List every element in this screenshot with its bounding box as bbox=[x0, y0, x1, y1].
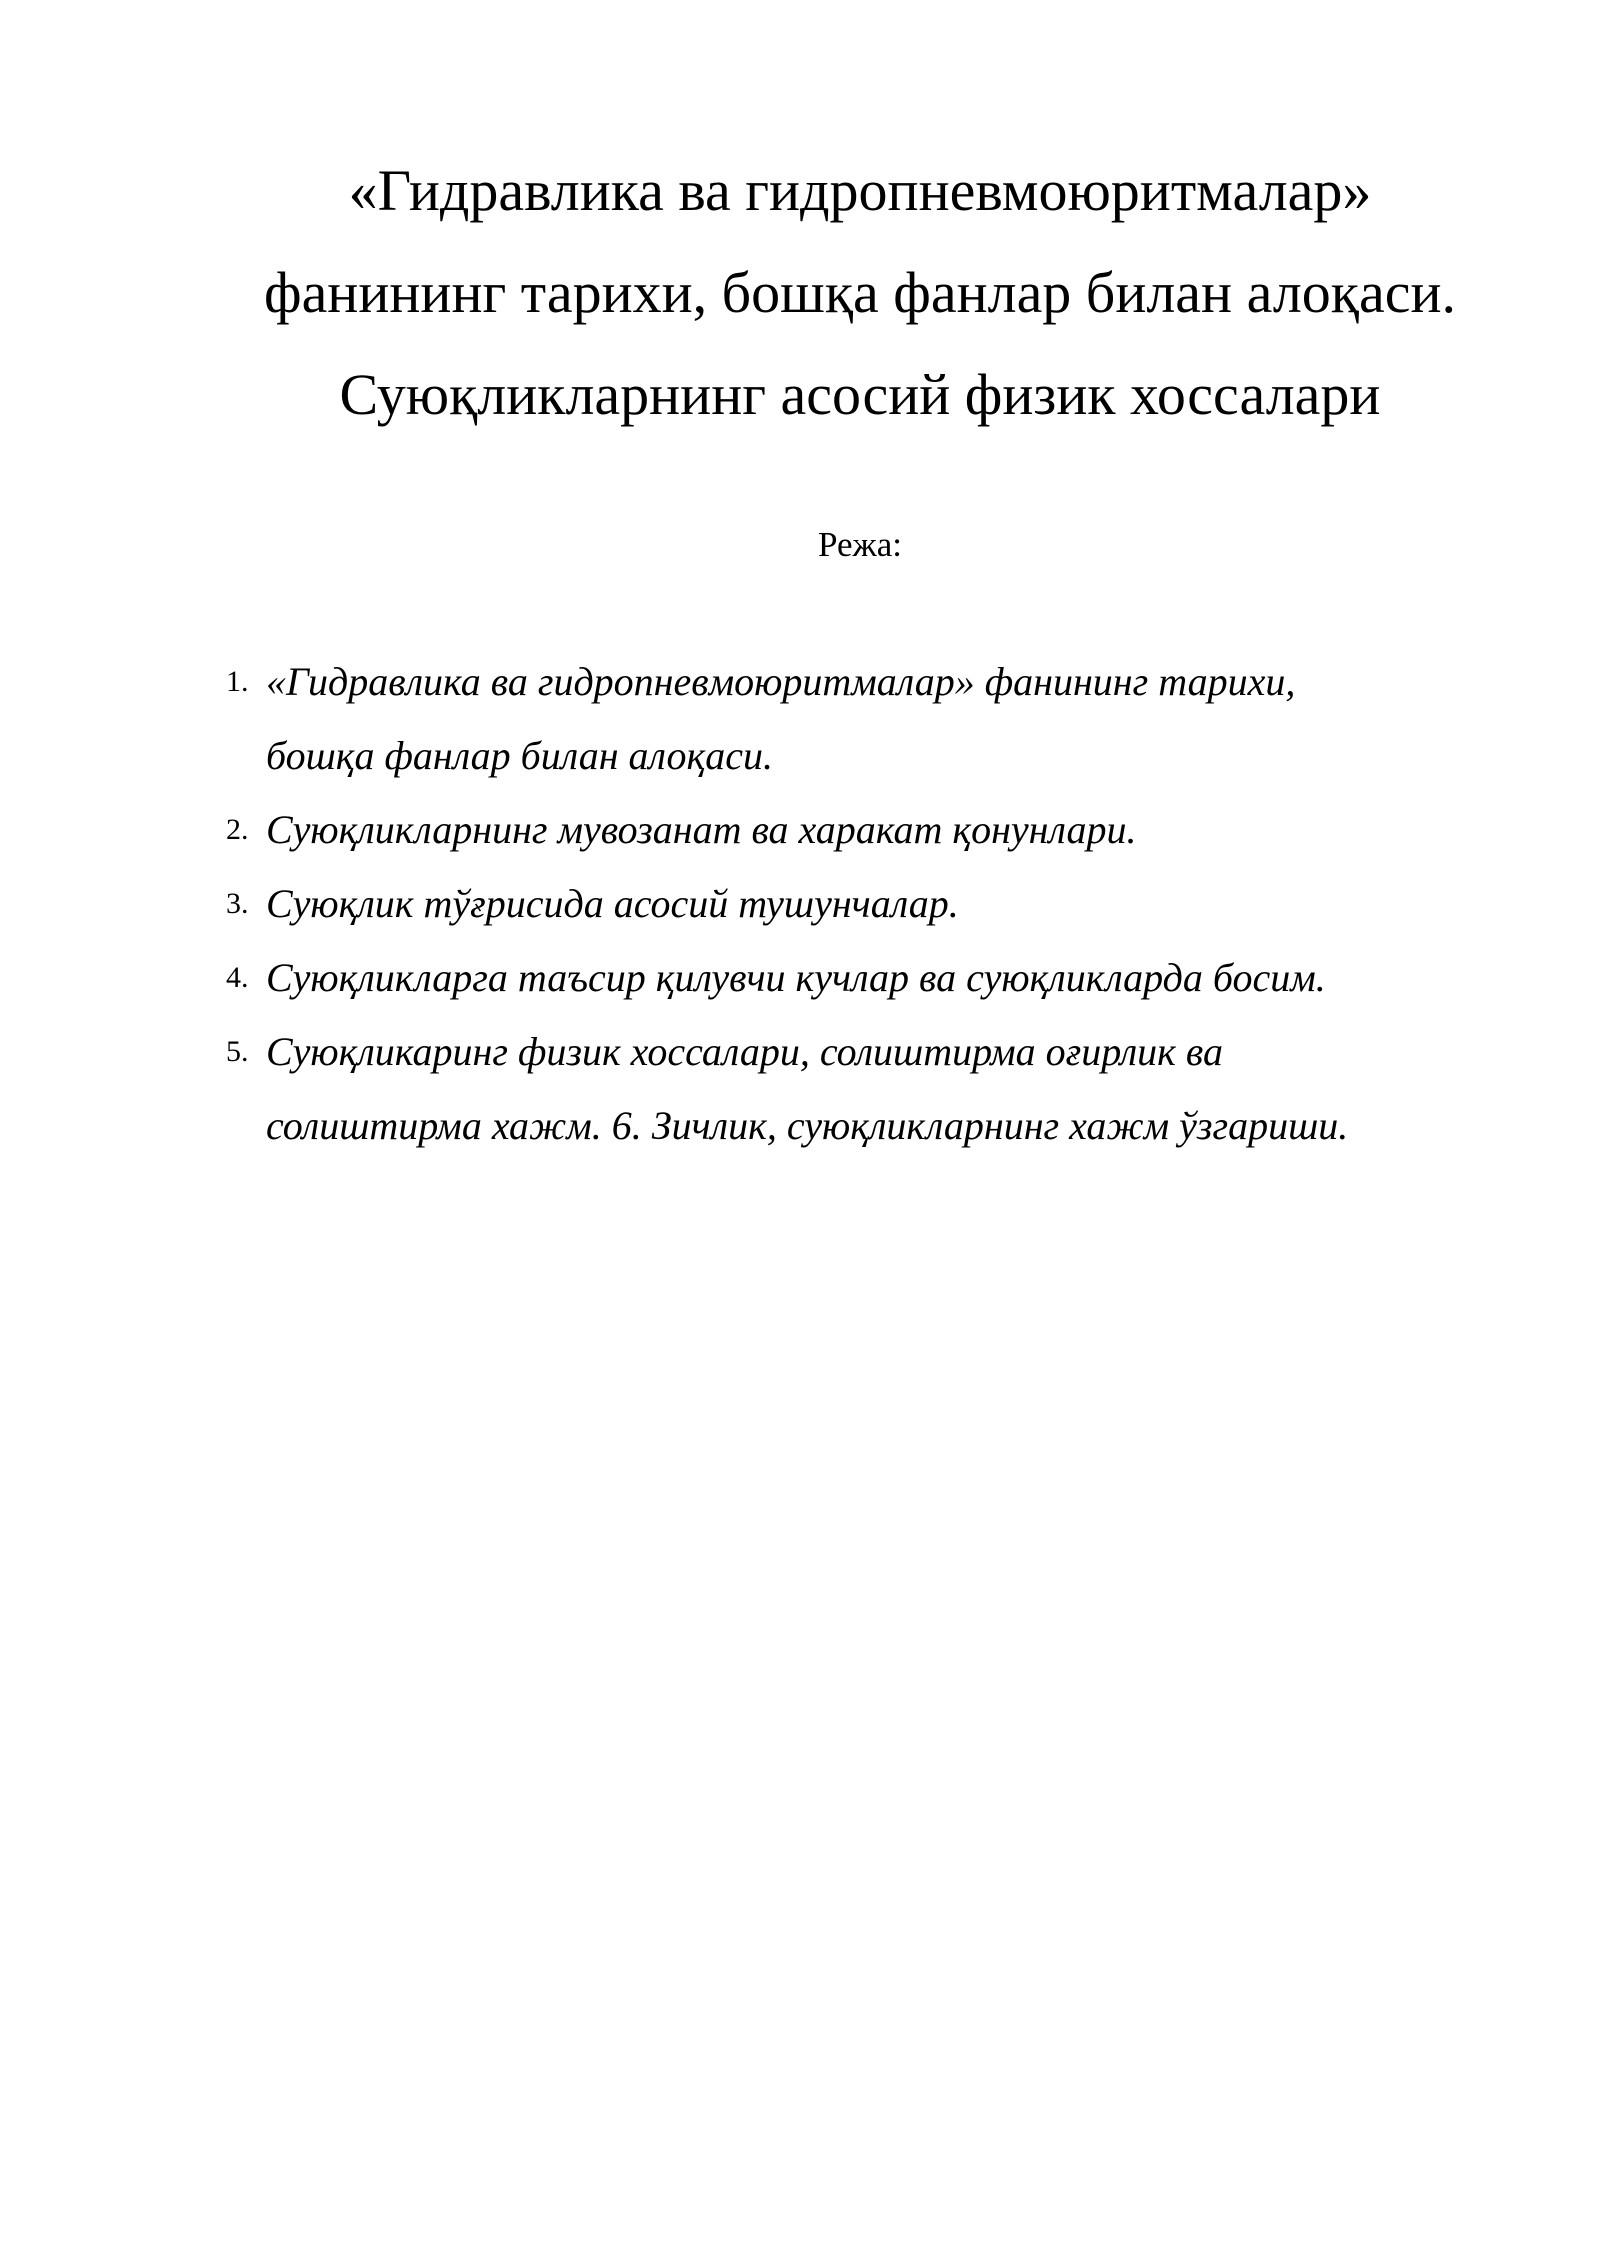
plan-item-text: Суюқликларга таъсир қилувчи кучлар ва суюқликларда босим. bbox=[266, 955, 1326, 1000]
plan-item-2 bbox=[226, 793, 1526, 867]
document-title bbox=[200, 140, 1520, 446]
plan-item-text: Суюқликаринг физик хоссалари, солиштирма оғирлик ва bbox=[266, 1029, 1223, 1074]
plan-item-text: бошқа фанлар билан алоқаси. bbox=[266, 733, 773, 778]
plan-item-number: 5. bbox=[226, 1035, 249, 1068]
title-line-1: «Гидравлика ва гидропневмоюритмалар» bbox=[348, 158, 1372, 223]
plan-item-text: «Гидравлика ва гидропневмоюритмалар» фанининг тарихи, bbox=[266, 659, 1296, 704]
plan-heading: Режа: bbox=[818, 525, 902, 564]
plan-item-number: 3. bbox=[226, 887, 249, 920]
plan-item-4 bbox=[226, 941, 1526, 1015]
plan-item-1 bbox=[226, 645, 1526, 793]
plan-item-number: 2. bbox=[226, 813, 249, 846]
plan-list bbox=[226, 645, 1526, 1163]
plan-item-text: Суюқлик тўғрисида асосий тушунчалар. bbox=[266, 881, 959, 926]
plan-item-number: 4. bbox=[226, 961, 249, 994]
plan-item-5 bbox=[226, 1015, 1526, 1163]
title-line-3: Суюқликларнинг асосий физик хоссалари bbox=[339, 362, 1381, 427]
plan-item-number: 1. bbox=[226, 665, 249, 698]
title-line-2: фанининг тарихи, бошқа фанлар билан алоқаси. bbox=[263, 260, 1456, 325]
plan-item-text: солиштирма хажм. 6. Зичлик, суюқликларнинг хажм ўзгариши. bbox=[266, 1103, 1349, 1148]
plan-item-text: Суюқликларнинг мувозанат ва харакат қонунлари. bbox=[266, 807, 1137, 852]
plan-item-3 bbox=[226, 867, 1526, 941]
